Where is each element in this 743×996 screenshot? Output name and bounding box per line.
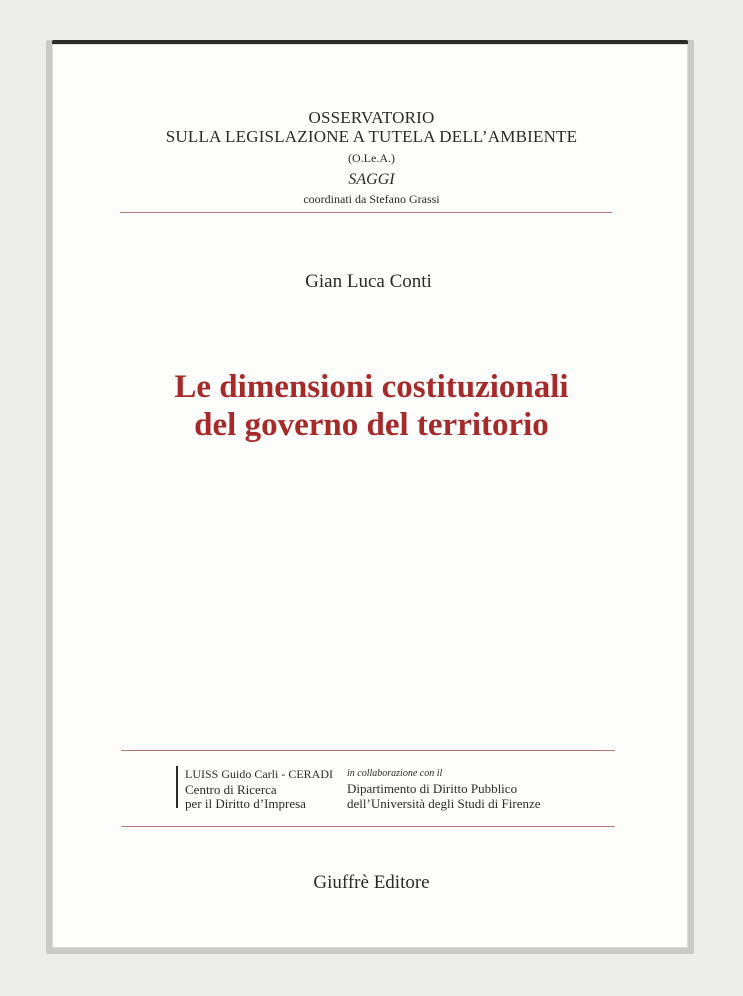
institution-right-line-2: Dipartimento di Diritto Pubblico <box>347 781 518 796</box>
institution-left-line-1: LUISS Guido Carli - CERADI <box>185 767 333 781</box>
book-title-line-2: del governo del territorio <box>194 407 549 443</box>
institution-right-line-1: in collaborazione con il <box>347 768 443 779</box>
institution-left-line-3: per il Diritto d’Impresa <box>185 796 306 811</box>
series-line-2: SULLA LEGISLAZIONE A TUTELA DELL’AMBIENTE <box>165 127 578 146</box>
series-line-1: OSSERVATORIO <box>308 108 435 127</box>
divider-institutions-top <box>121 750 615 751</box>
book-author: Gian Luca Conti <box>305 271 432 292</box>
institution-left-line-2: Centro di Ricerca <box>185 782 277 797</box>
series-collection: SAGGI <box>348 171 395 188</box>
divider-institutions-bottom <box>121 826 615 827</box>
book-title-line-1: Le dimensioni costituzionali <box>174 369 569 405</box>
institution-right-line-3: dell’Università degli Studi di Firenze <box>347 796 541 811</box>
series-abbreviation: (O.Le.A.) <box>348 151 395 165</box>
divider-top <box>120 212 612 213</box>
series-coordinator: coordinati da Stefano Grassi <box>303 192 440 206</box>
publisher-name: Giuffrè Editore <box>313 872 430 893</box>
institution-bar <box>176 766 178 808</box>
